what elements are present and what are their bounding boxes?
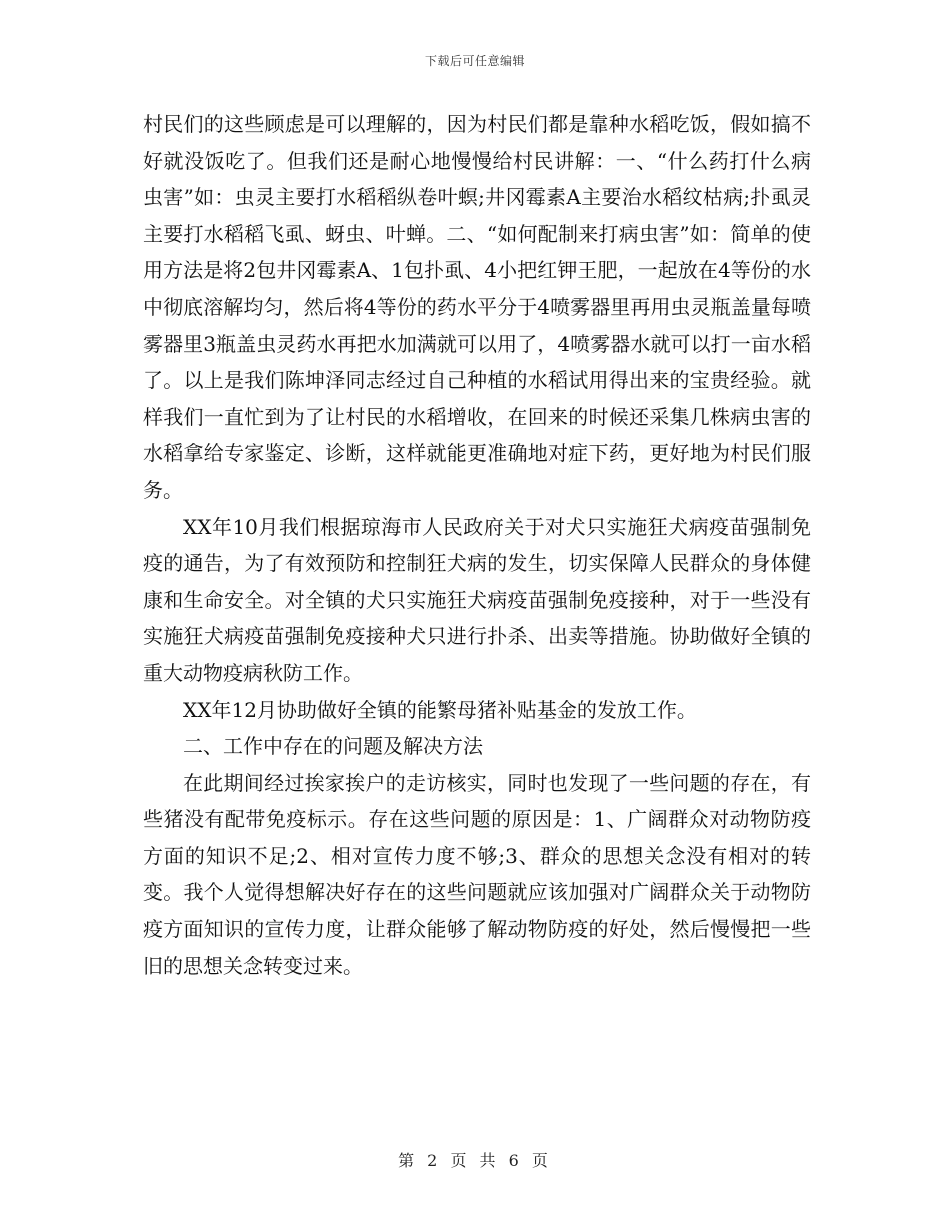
paragraph-rabies-vaccination: XX年10月我们根据琼海市人民政府关于对犬只实施狂犬病疫苗强制免疫的通告，为了有效预防和控制狂犬病的发生，切实保障人民群众的身体健康和生命安全。对全镇的犬只实施狂犬病疫苗强制免疫接种，对于一些没有实施狂犬病疫苗强制免疫接种犬只进行扑杀、出卖等措施。协助做好全镇的重大动物疫病秋防工作。: [143, 514, 811, 685]
paragraph-problems-solutions: 在此期间经过挨家挨户的走访核实，同时也发现了一些问题的存在，有些猪没有配带免疫标示。存在这些问题的原因是：1、广阔群众对动物防疫方面的知识不足;2、相对宣传力度不够;3、群众的思想关念没有相对的转变。我个人觉得想解决好存在的这些问题就应该加强对广阔群众关于动物防疫方面知识的宣传力度，让群众能够了解动物防疫的好处，然后慢慢把一些旧的思想关念转变过来。: [143, 770, 811, 978]
paragraph-continued: 村民们的这些顾虑是可以理解的，因为村民们都是靠种水稻吃饭，假如搞不好就没饭吃了。但我们还是耐心地慢慢给村民讲解：一、“什么药打什么病虫害”如：虫灵主要打水稻稻纵卷叶螟;井冈霉素A主要治水稻纹枯病;扑虱灵主要打水稻稻飞虱、蚜虫、叶蝉。二、“如何配制来打病虫害”如：简单的使用方法是将2包井冈霉素A、1包扑虱、4小把红钾王肥，一起放在4等份的水中彻底溶解均匀，然后将4等份的药水平分于4喷雾器里再用虫灵瓶盖量每喷雾器里3瓶盖虫灵药水再把水加满就可以用了，4喷雾器水就可以打一亩水稻了。以上是我们陈坤泽同志经过自己种植的水稻试用得出来的宝贵经验。就样我们一直忙到为了让村民的水稻增收，在回来的时候还采集几株病虫害的水稻拿给专家鉴定、诊断，这样就能更准确地对症下药，更好地为村民们服务。: [143, 112, 811, 502]
section-heading-problems: 二、工作中存在的问题及解决方法: [183, 734, 483, 759]
paragraph-sow-subsidy: XX年12月协助做好全镇的能繁母猪补贴基金的发放工作。: [183, 697, 697, 722]
page-footer: 第 2 页 共 6 页: [398, 1151, 552, 1170]
page-header: 下载后可任意编辑: [424, 54, 525, 68]
document-body: [143, 106, 811, 984]
